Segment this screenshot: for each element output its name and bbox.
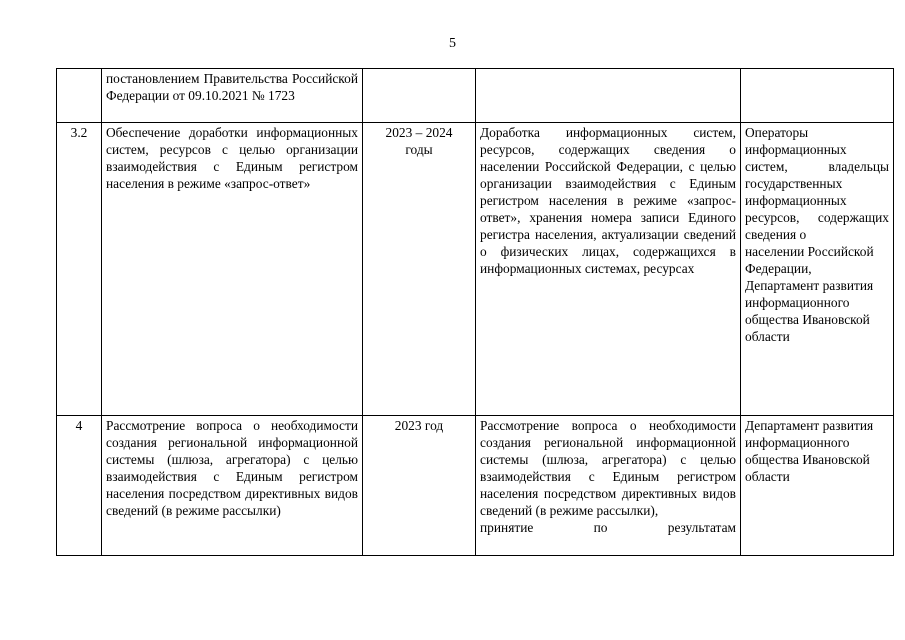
event-cell: Рассмотрение вопроса о необходимости создания региональной информационной системы (шлюза, агрегатора) с целью взаимодействия с Единым регистром населения посредством директивных видов сведений (в режиме рассылки) xyxy=(102,416,363,556)
term-line: 2023 – 2024 xyxy=(385,125,453,140)
term-cell xyxy=(363,123,476,416)
table-row xyxy=(57,416,894,556)
result-cell xyxy=(476,69,741,123)
row-number-cell: 3.2 xyxy=(57,123,102,416)
event-cell: постановлением Правительства Российской Федерации от 09.10.2021 № 1723 xyxy=(102,69,363,123)
term-line: годы xyxy=(405,142,433,157)
table-row xyxy=(57,69,894,123)
event-cell: Обеспечение доработки информационных систем, ресурсов с целью организации взаимодействия с Единым регистром населения в режиме «запрос-ответ» xyxy=(102,123,363,416)
page-number: 5 xyxy=(449,36,456,51)
table-row xyxy=(57,123,894,416)
result-cell: Доработка информационных систем, ресурсов, содержащих сведения о населении Российской Федерации, с целью организации взаимодействия с Единым регистром населения в режиме «запрос-ответ», хранения номера записи Единого регистра населения, актуализации сведений о физических лицах, содержащихся в информационных системах, ресурсах xyxy=(476,123,741,416)
result-text: принятие по результатам xyxy=(480,520,736,535)
term-cell: 2023 год xyxy=(363,416,476,556)
row-number-cell xyxy=(57,69,102,123)
result-cell xyxy=(476,416,741,556)
executor-cell xyxy=(741,69,894,123)
executor-cell xyxy=(741,123,894,416)
row-number-cell: 4 xyxy=(57,416,102,556)
executor-text: населении Российской Федерации, Департамент развития информационного общества Ивановской области xyxy=(745,244,874,344)
executor-text: Операторы информационных систем, владельцы государственных информационных ресурсов, содержащих сведения о xyxy=(745,125,889,242)
executor-cell: Департамент развития информационного общества Ивановской области xyxy=(741,416,894,556)
result-text: Рассмотрение вопроса о необходимости создания региональной информационной системы (шлюза, агрегатора) с целью взаимодействия с Единым регистром населения посредством директивных видов сведений (в режиме рассылки), xyxy=(480,418,736,518)
term-cell xyxy=(363,69,476,123)
result-cell-clip xyxy=(480,417,736,555)
plan-table xyxy=(56,68,894,556)
